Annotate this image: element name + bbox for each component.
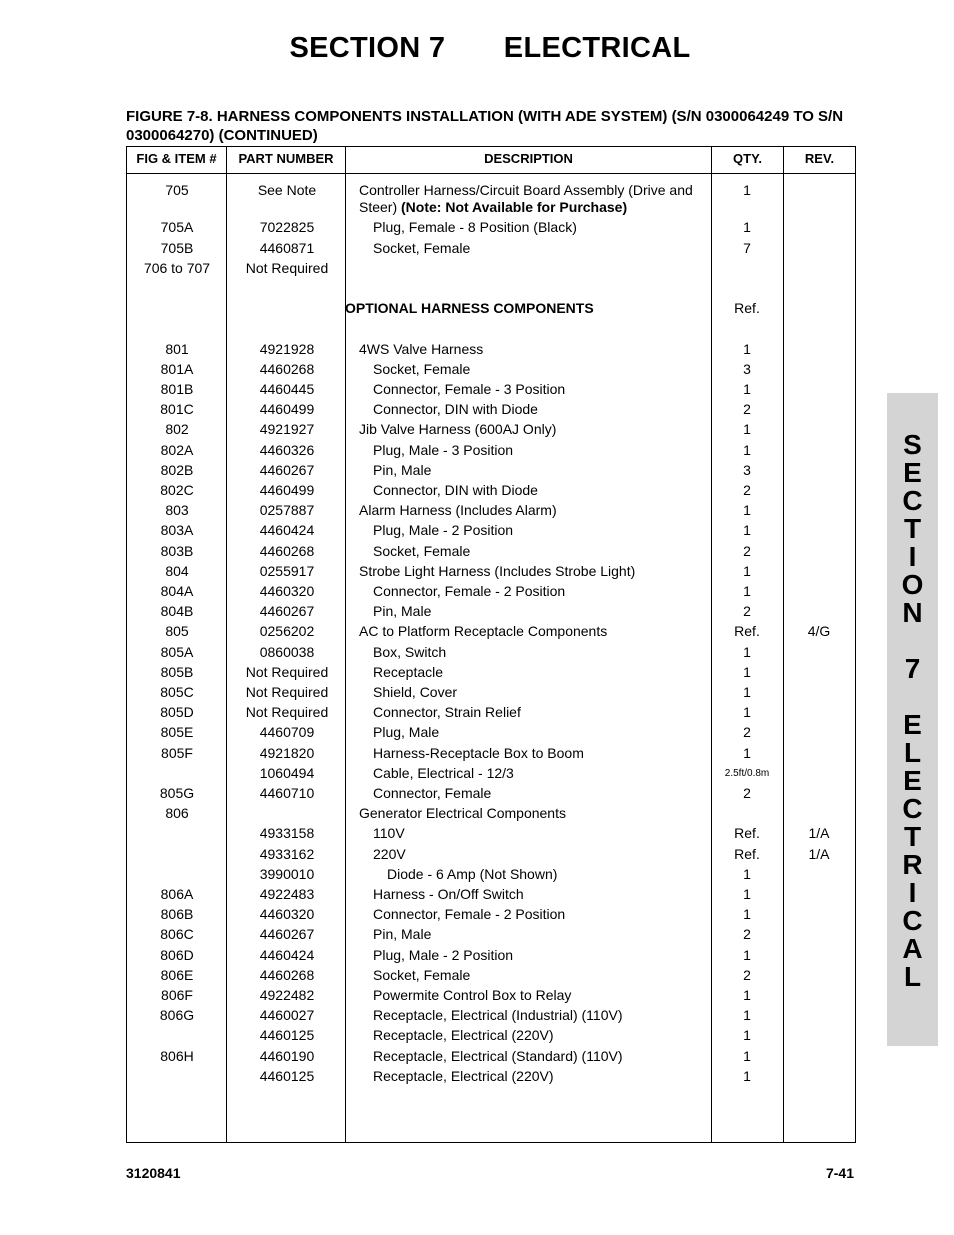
description-text: Harness - On/Off Switch	[373, 885, 524, 902]
description-text: Connector, Female - 2 Position	[373, 582, 566, 599]
fig-item-cell: 804B	[160, 603, 194, 620]
qty-cell: 1	[743, 885, 751, 902]
qty-cell: 1	[743, 946, 751, 963]
part-number-cell: 4460268	[259, 542, 315, 559]
side-tab-letter: N	[902, 597, 923, 628]
part-number-cell: Not Required	[245, 683, 329, 700]
qty-cell: 1	[743, 1007, 751, 1024]
rev-cell: 1/A	[808, 845, 830, 862]
description-text: Connector, Female	[373, 784, 492, 801]
description-cell	[373, 926, 713, 943]
fig-item-cell: 806C	[160, 926, 194, 943]
part-number-cell: 4460710	[259, 784, 315, 801]
part-number-cell: 4460326	[259, 441, 315, 458]
part-number-cell: 4922482	[259, 986, 315, 1003]
description-text: Plug, Male - 2 Position	[373, 522, 514, 539]
description-cell	[359, 563, 699, 580]
qty-cell: 1	[743, 502, 751, 519]
part-number-cell: 4460424	[259, 946, 315, 963]
part-number-cell: 4460268	[259, 360, 315, 377]
description-text: Box, Switch	[373, 643, 447, 660]
side-tab-letter: O	[901, 569, 924, 600]
description-cell	[373, 1007, 713, 1024]
description-text: Pin, Male	[373, 461, 432, 478]
qty-cell: 2	[743, 724, 751, 741]
qty-cell: 2	[743, 784, 751, 801]
description-cell	[373, 522, 713, 539]
qty-cell: 1	[743, 704, 751, 721]
side-tab-letter: T	[903, 513, 922, 544]
part-number-cell: See Note	[257, 182, 317, 198]
fig-item-cell: 804	[165, 562, 189, 579]
description-cell	[359, 623, 699, 640]
fig-item-cell: 803	[165, 502, 189, 519]
qty-cell: 1	[743, 744, 751, 761]
part-number-cell: 4460424	[259, 522, 315, 539]
fig-item-cell: 805	[165, 623, 189, 640]
part-number-cell: 4460125	[259, 1067, 315, 1084]
part-number-cell: Not Required	[245, 259, 329, 276]
column-header-fig-item: FIG & ITEM #	[136, 151, 217, 166]
description-text: Strobe Light Harness (Includes Strobe Light)	[359, 562, 636, 579]
qty-cell: Ref.	[734, 623, 760, 640]
fig-item-cell: 802	[165, 421, 189, 438]
part-number-cell: 4933162	[259, 845, 315, 862]
side-tab-letter: 7	[904, 653, 921, 684]
description-text: Receptacle, Electrical (220V)	[373, 1067, 554, 1084]
part-number-cell: 7022825	[259, 219, 315, 236]
qty-cell: 3	[743, 461, 751, 478]
qty-cell: 1	[743, 683, 751, 700]
description-text: Socket, Female	[373, 239, 471, 256]
part-number-cell: 4933158	[259, 825, 315, 842]
side-tab-letter: L	[903, 961, 922, 992]
qty-cell: 1	[743, 562, 751, 579]
part-number-cell: 4921928	[259, 340, 315, 357]
column-header-qty: QTY.	[733, 151, 762, 166]
part-number-cell: 0255917	[259, 562, 315, 579]
column-header-rev: REV.	[804, 151, 835, 166]
qty-cell: 2	[743, 542, 751, 559]
fig-item-cell: 805E	[160, 724, 194, 741]
description-cell	[373, 785, 713, 802]
qty-cell: 1	[743, 421, 751, 438]
description-text: Receptacle, Electrical (220V)	[373, 1027, 554, 1044]
description-text: Connector, Female - 3 Position	[373, 380, 566, 397]
parts-table	[126, 146, 856, 1143]
fig-item-cell: 805B	[160, 663, 194, 680]
description-cell	[373, 583, 713, 600]
part-number-cell: 4460320	[259, 582, 315, 599]
section-side-tab	[887, 393, 938, 1046]
description-cell	[373, 745, 713, 762]
description-cell	[359, 341, 699, 358]
fig-item-cell: 706 to 707	[143, 259, 211, 276]
part-number-cell: 3990010	[259, 865, 315, 882]
qty-cell: 3	[743, 360, 751, 377]
qty-cell: 7	[743, 239, 751, 256]
fig-item-cell: 801A	[160, 360, 194, 377]
part-number-cell: 4460027	[259, 1007, 315, 1024]
column-header-description: DESCRIPTION	[484, 151, 573, 166]
description-cell	[373, 219, 713, 236]
header-divider	[127, 173, 855, 174]
description-text: Plug, Male	[373, 724, 440, 741]
part-number-cell: 4460499	[259, 401, 315, 418]
fig-item-cell: 806H	[160, 1047, 194, 1064]
description-cell	[373, 704, 713, 721]
qty-cell: 2	[743, 926, 751, 943]
part-number-cell: 1060494	[259, 764, 315, 781]
rev-cell: 4/G	[807, 623, 831, 640]
qty-cell: 1	[743, 986, 751, 1003]
figure-title: FIGURE 7-8. HARNESS COMPONENTS INSTALLATION (WITH ADE SYSTEM) (S/N 0300064249 TO S/N 0300064270) (CONTINUED)	[126, 108, 844, 144]
description-text: Diode - 6 Amp (Not Shown)	[387, 865, 558, 882]
qty-cell: 2	[743, 481, 751, 498]
description-text: Controller Harness/Circuit Board Assembly (Drive and Steer)	[359, 182, 693, 215]
fig-item-cell: 801B	[160, 380, 194, 397]
fig-item-cell: 806A	[160, 885, 194, 902]
part-number-cell: 4460871	[259, 239, 315, 256]
fig-item-cell: 705	[165, 182, 189, 198]
part-number-cell: 4460709	[259, 724, 315, 741]
part-number-cell: 4921927	[259, 421, 315, 438]
description-text: Powermite Control Box to Relay	[373, 986, 572, 1003]
description-note: (Note: Not Available for Purchase)	[401, 199, 628, 215]
description-cell	[373, 543, 713, 560]
part-number-cell: 4460267	[259, 603, 315, 620]
fig-item-cell: 802C	[160, 481, 194, 498]
qty-cell: Ref.	[734, 300, 760, 317]
description-text: OPTIONAL HARNESS COMPONENTS	[345, 300, 594, 317]
part-number-cell: 0860038	[259, 643, 315, 660]
side-tab-letter: C	[902, 485, 923, 516]
description-text: Plug, Male - 2 Position	[373, 946, 514, 963]
description-cell	[373, 462, 713, 479]
part-number-cell: 4460499	[259, 481, 315, 498]
description-cell	[373, 644, 713, 661]
qty-cell: 1	[743, 582, 751, 599]
side-tab-letter: R	[902, 849, 923, 880]
part-number-cell: Not Required	[245, 704, 329, 721]
qty-cell: Ref.	[734, 825, 760, 842]
qty-cell: 1	[743, 643, 751, 660]
side-tab-letter: I	[908, 877, 917, 908]
description-text: Shield, Cover	[373, 683, 458, 700]
description-cell	[373, 765, 713, 782]
description-cell	[359, 182, 699, 216]
fig-item-cell: 806B	[160, 906, 194, 923]
side-tab-letter: C	[902, 905, 923, 936]
description-cell	[373, 1048, 713, 1065]
description-text: Harness-Receptacle Box to Boom	[373, 744, 584, 761]
description-cell	[373, 1027, 713, 1044]
description-cell	[345, 300, 685, 317]
fig-item-cell: 802B	[160, 461, 194, 478]
description-cell	[387, 866, 727, 883]
fig-item-cell: 805C	[160, 683, 194, 700]
side-tab-letter: L	[903, 737, 922, 768]
qty-cell: 2	[743, 401, 751, 418]
side-tab-letter: I	[908, 541, 917, 572]
qty-cell: 1	[743, 441, 751, 458]
side-tab-letter: C	[902, 793, 923, 824]
description-text: AC to Platform Receptacle Components	[359, 623, 608, 640]
qty-cell: 2.5ft/0.8m	[724, 767, 770, 779]
qty-cell: 1	[743, 663, 751, 680]
fig-item-cell: 803A	[160, 522, 194, 539]
side-tab-letter: E	[903, 765, 922, 796]
side-tab-letter: E	[903, 457, 922, 488]
fig-item-cell: 805A	[160, 643, 194, 660]
description-cell	[359, 421, 699, 438]
description-cell	[373, 401, 713, 418]
qty-cell: 1	[743, 865, 751, 882]
description-text: Receptacle	[373, 663, 444, 680]
description-text: Pin, Male	[373, 926, 432, 943]
fig-item-cell: 705A	[160, 219, 194, 236]
description-text: Pin, Male	[373, 603, 432, 620]
description-text: Receptacle, Electrical (Standard) (110V)	[373, 1047, 623, 1064]
part-number-cell: 4460125	[259, 1027, 315, 1044]
side-tab-letter: S	[903, 429, 922, 460]
description-cell	[373, 442, 713, 459]
description-text: Socket, Female	[373, 360, 471, 377]
description-cell	[373, 886, 713, 903]
part-number-cell: 4922483	[259, 885, 315, 902]
description-text: Receptacle, Electrical (Industrial) (110V)	[373, 1007, 623, 1024]
description-text: Connector, DIN with Diode	[373, 401, 538, 418]
description-cell	[373, 906, 713, 923]
description-cell	[373, 967, 713, 984]
description-cell	[373, 603, 713, 620]
fig-item-cell: 802A	[160, 441, 194, 458]
description-text: Jib Valve Harness (600AJ Only)	[359, 421, 557, 438]
description-cell	[373, 482, 713, 499]
qty-cell: 1	[743, 340, 751, 357]
description-cell	[373, 947, 713, 964]
fig-item-cell: 805G	[159, 784, 195, 801]
description-cell	[359, 502, 699, 519]
description-text: Connector, DIN with Diode	[373, 481, 538, 498]
description-cell	[359, 805, 699, 822]
qty-cell: 1	[743, 182, 751, 198]
part-number-cell: 4460267	[259, 461, 315, 478]
document-number: 3120841	[126, 1165, 181, 1181]
fig-item-cell: 805D	[160, 704, 194, 721]
description-cell	[373, 987, 713, 1004]
part-number-cell: 4460268	[259, 966, 315, 983]
section-title: SECTION 7 ELECTRICAL	[289, 32, 691, 64]
description-text: 4WS Valve Harness	[359, 340, 484, 357]
part-number-cell: 0256202	[259, 623, 315, 640]
rev-cell: 1/A	[808, 825, 830, 842]
fig-item-cell: 806	[165, 805, 189, 822]
part-number-cell: 4921820	[259, 744, 315, 761]
description-text: 110V	[373, 825, 405, 842]
fig-item-cell: 804A	[160, 582, 194, 599]
description-cell	[373, 825, 713, 842]
description-cell	[373, 1068, 713, 1085]
part-number-cell: Not Required	[245, 663, 329, 680]
qty-cell: 1	[743, 1067, 751, 1084]
description-text: Socket, Female	[373, 542, 471, 559]
description-text: 220V	[373, 845, 406, 862]
fig-item-cell: 806F	[161, 986, 193, 1003]
fig-item-cell: 806D	[160, 946, 194, 963]
description-text: Cable, Electrical - 12/3	[373, 764, 514, 781]
fig-item-cell: 806E	[160, 966, 194, 983]
description-cell	[373, 240, 713, 257]
part-number-cell: 4460320	[259, 906, 315, 923]
fig-item-cell: 806G	[159, 1007, 195, 1024]
description-cell	[373, 361, 713, 378]
qty-cell: 1	[743, 380, 751, 397]
qty-cell: 1	[743, 522, 751, 539]
part-number-cell: 0257887	[259, 502, 315, 519]
description-text: Connector, Female - 2 Position	[373, 906, 566, 923]
description-text: Plug, Female - 8 Position (Black)	[373, 219, 577, 236]
description-text: Alarm Harness (Includes Alarm)	[359, 502, 557, 519]
description-cell	[373, 846, 713, 863]
description-cell	[373, 381, 713, 398]
fig-item-cell: 801C	[160, 401, 194, 418]
description-text: Connector, Strain Relief	[373, 704, 521, 721]
description-text: Generator Electrical Components	[359, 805, 566, 822]
column-divider	[783, 147, 784, 1142]
qty-cell: 1	[743, 1047, 751, 1064]
side-tab-letter: T	[903, 821, 922, 852]
qty-cell: 1	[743, 1027, 751, 1044]
description-cell	[373, 724, 713, 741]
description-text: Plug, Male - 3 Position	[373, 441, 514, 458]
qty-cell: 1	[743, 219, 751, 236]
qty-cell: 2	[743, 966, 751, 983]
part-number-cell: 4460267	[259, 926, 315, 943]
description-cell	[373, 684, 713, 701]
column-header-part-number: PART NUMBER	[238, 151, 334, 166]
description-text: Socket, Female	[373, 966, 471, 983]
qty-cell: 2	[743, 603, 751, 620]
side-tab-letter: A	[902, 933, 923, 964]
fig-item-cell: 801	[165, 340, 189, 357]
qty-cell: Ref.	[734, 845, 760, 862]
qty-cell: 1	[743, 906, 751, 923]
fig-item-cell: 803B	[160, 542, 194, 559]
fig-item-cell: 805F	[161, 744, 193, 761]
part-number-cell: 4460445	[259, 380, 315, 397]
description-cell	[373, 664, 713, 681]
fig-item-cell: 705B	[160, 239, 194, 256]
side-tab-letter: E	[903, 709, 922, 740]
page-number: 7-41	[825, 1165, 854, 1181]
part-number-cell: 4460190	[259, 1047, 315, 1064]
